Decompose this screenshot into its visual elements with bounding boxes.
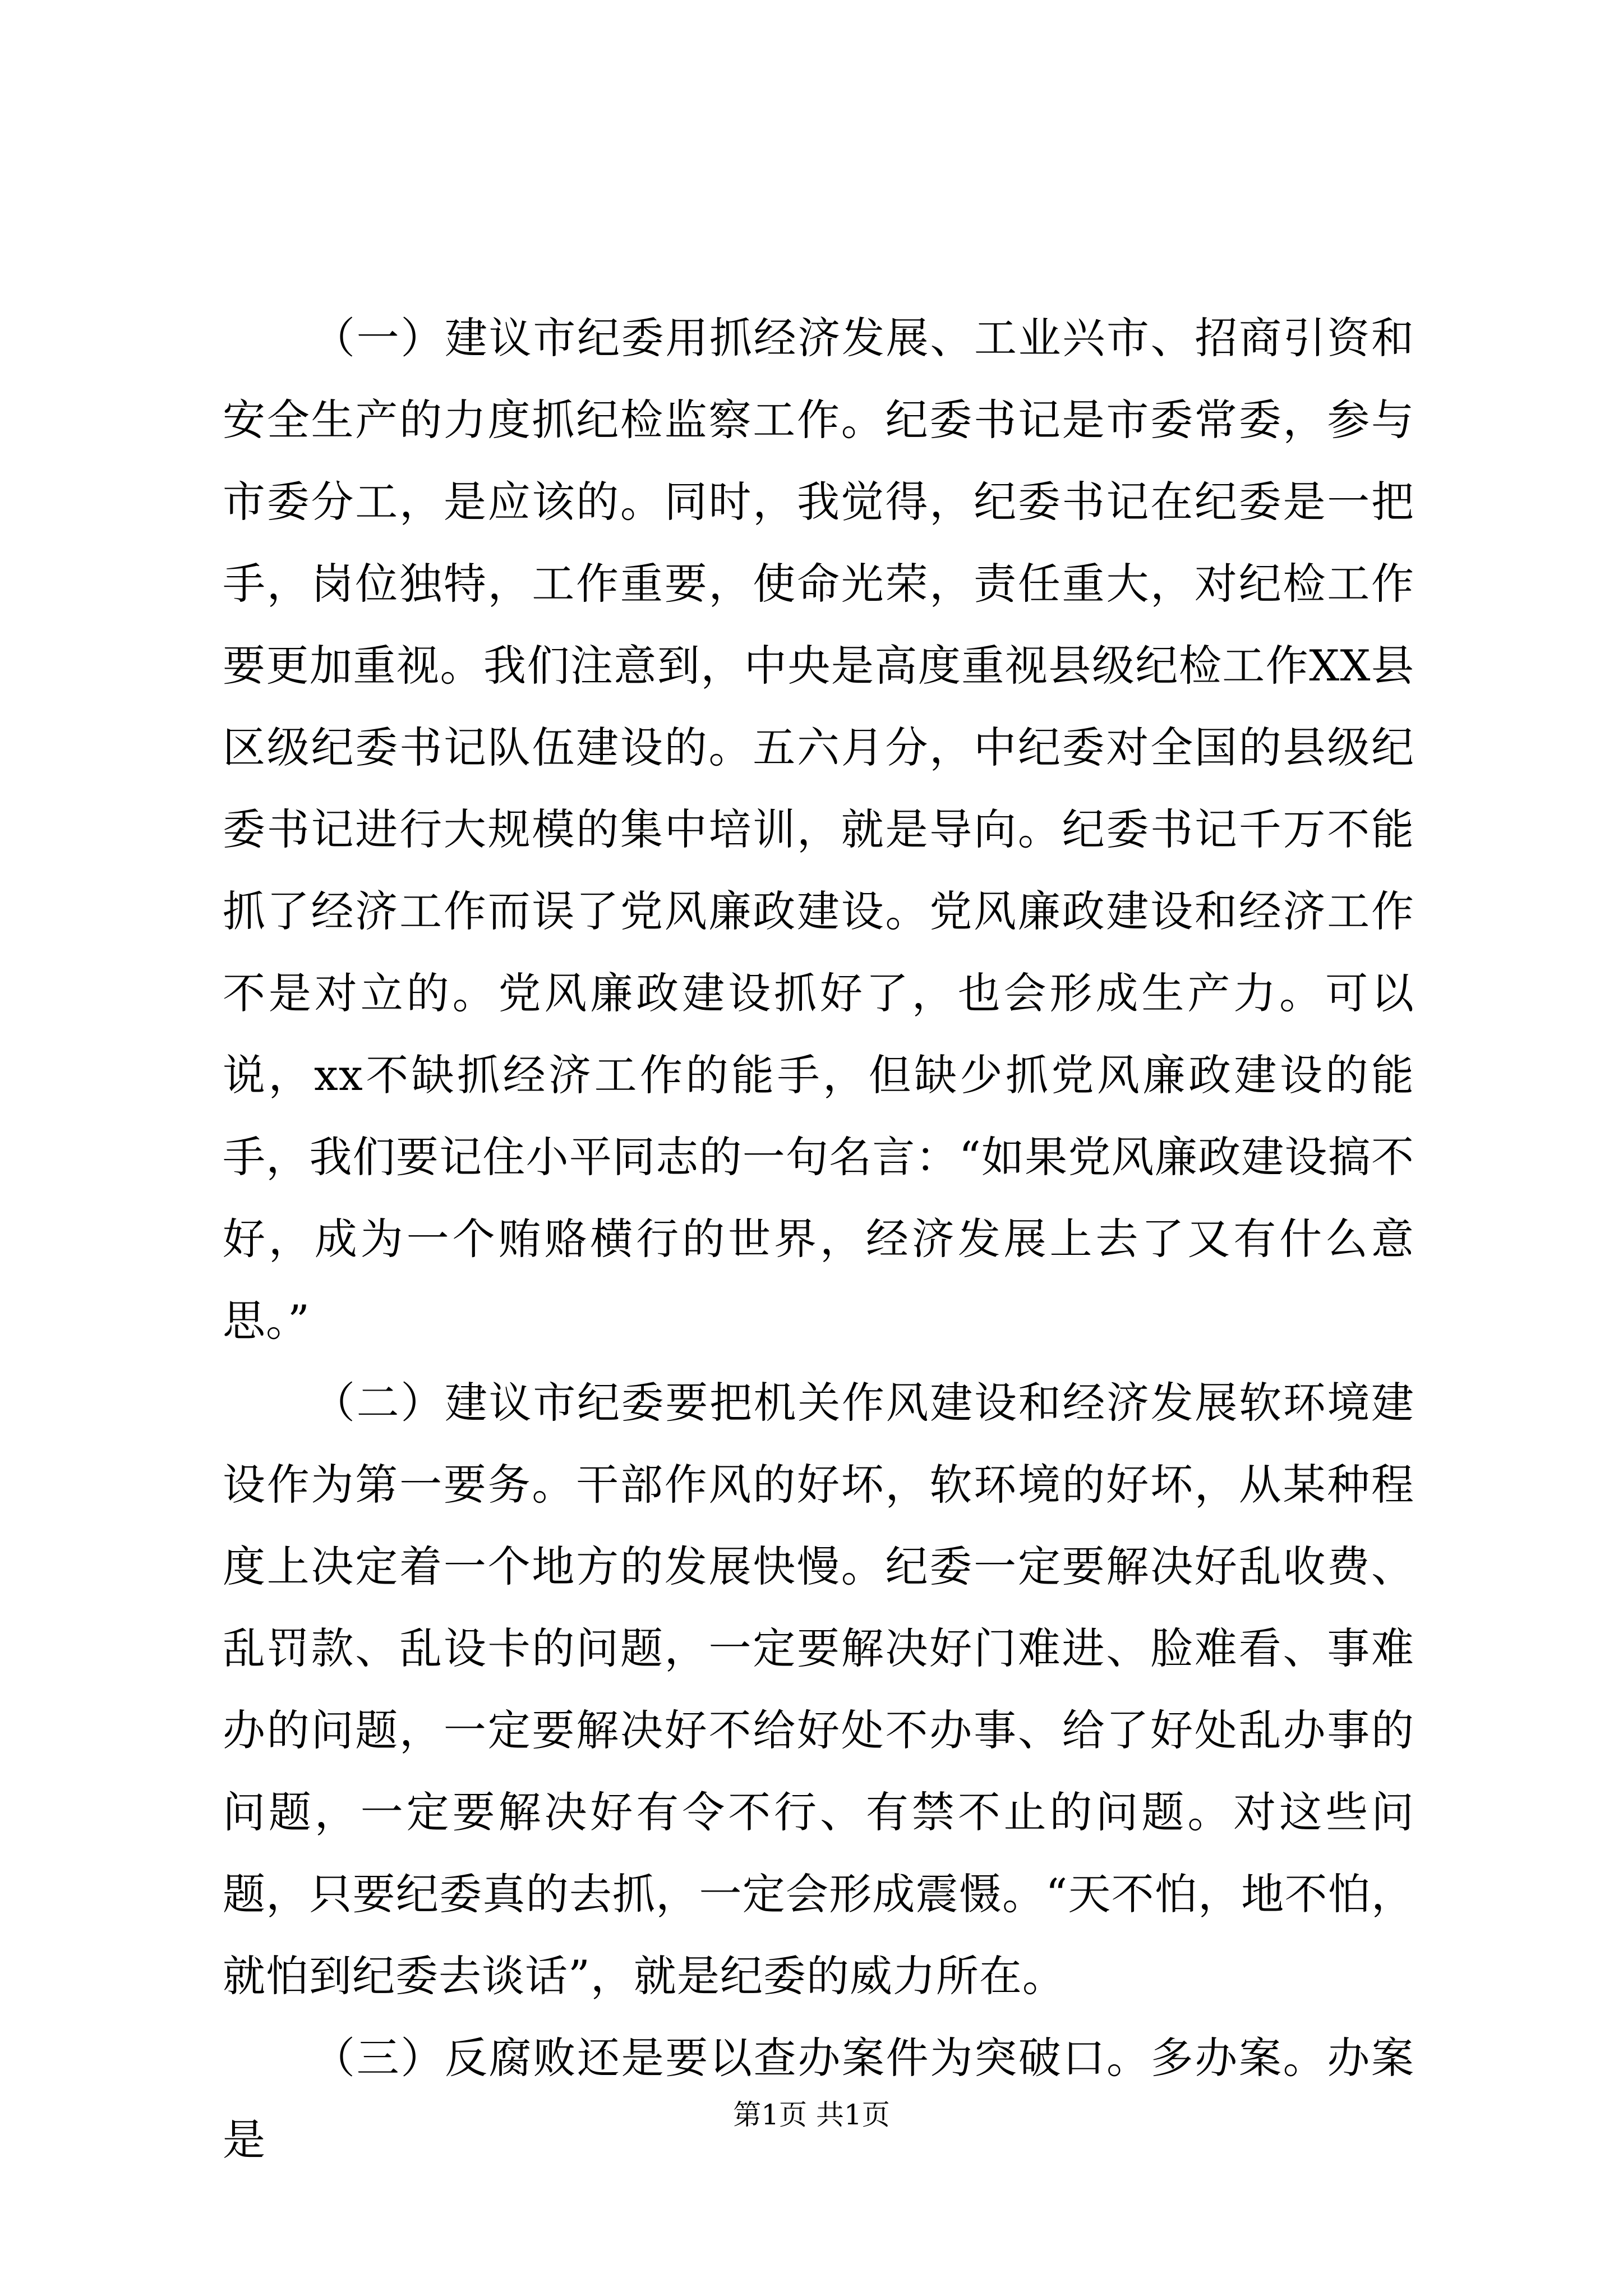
paragraph-1: （一）建议市纪委用抓经济发展、工业兴市、招商引资和安全生产的力度抓纪检监察工作。纪委书记是市委常委，参与市委分工，是应该的。同时，我觉得，纪委书记在纪委是一把手，岗位独特，工作重要，使命光荣，责任重大，对纪检工作要更加重视。我们注意到，中央是高度重视县级纪检工作XX县区级纪委书记队伍建设的。五六月分，中纪委对全国的县级纪委书记进行大规模的集中培训，就是导向。纪委书记千万不能抓了经济工作而误了党风廉政建设。党风廉政建设和经济工作不是对立的。党风廉政建设抓好了，也会形成生产力。可以说，xx不缺抓经济工作的能手，但缺少抓党风廉政建设的能手，我们要记住小平同志的一句名言：“如果党风廉政建设搞不好，成为一个贿赂横行的世界，经济发展上去了又有什么意思。” <box>223 313 1414 1346</box>
page-footer: 第1页 共1页 <box>733 2099 890 2131</box>
paragraph-2: （二）建议市纪委要把机关作风建设和经济发展软环境建设作为第一要务。干部作风的好坏，软环境的好坏，从某种程度上决定着一个地方的发展快慢。纪委一定要解决好乱收费、乱罚款、乱设卡的问题，一定要解决好门难进、脸难看、事难办的问题，一定要解决好不给好处不办事、给了好处乱办事的问题，一定要解决好有令不行、有禁不止的问题。对这些问题，只要纪委真的去抓，一定会形成震慑。“天不怕，地不怕，就怕到纪委去谈话”，就是纪委的威力所在。 <box>223 1378 1414 2001</box>
paragraph-3: （三）反腐败还是要以查办案件为突破口。多办案。办案是 <box>223 2033 1414 2165</box>
document-body <box>223 297 1414 2181</box>
